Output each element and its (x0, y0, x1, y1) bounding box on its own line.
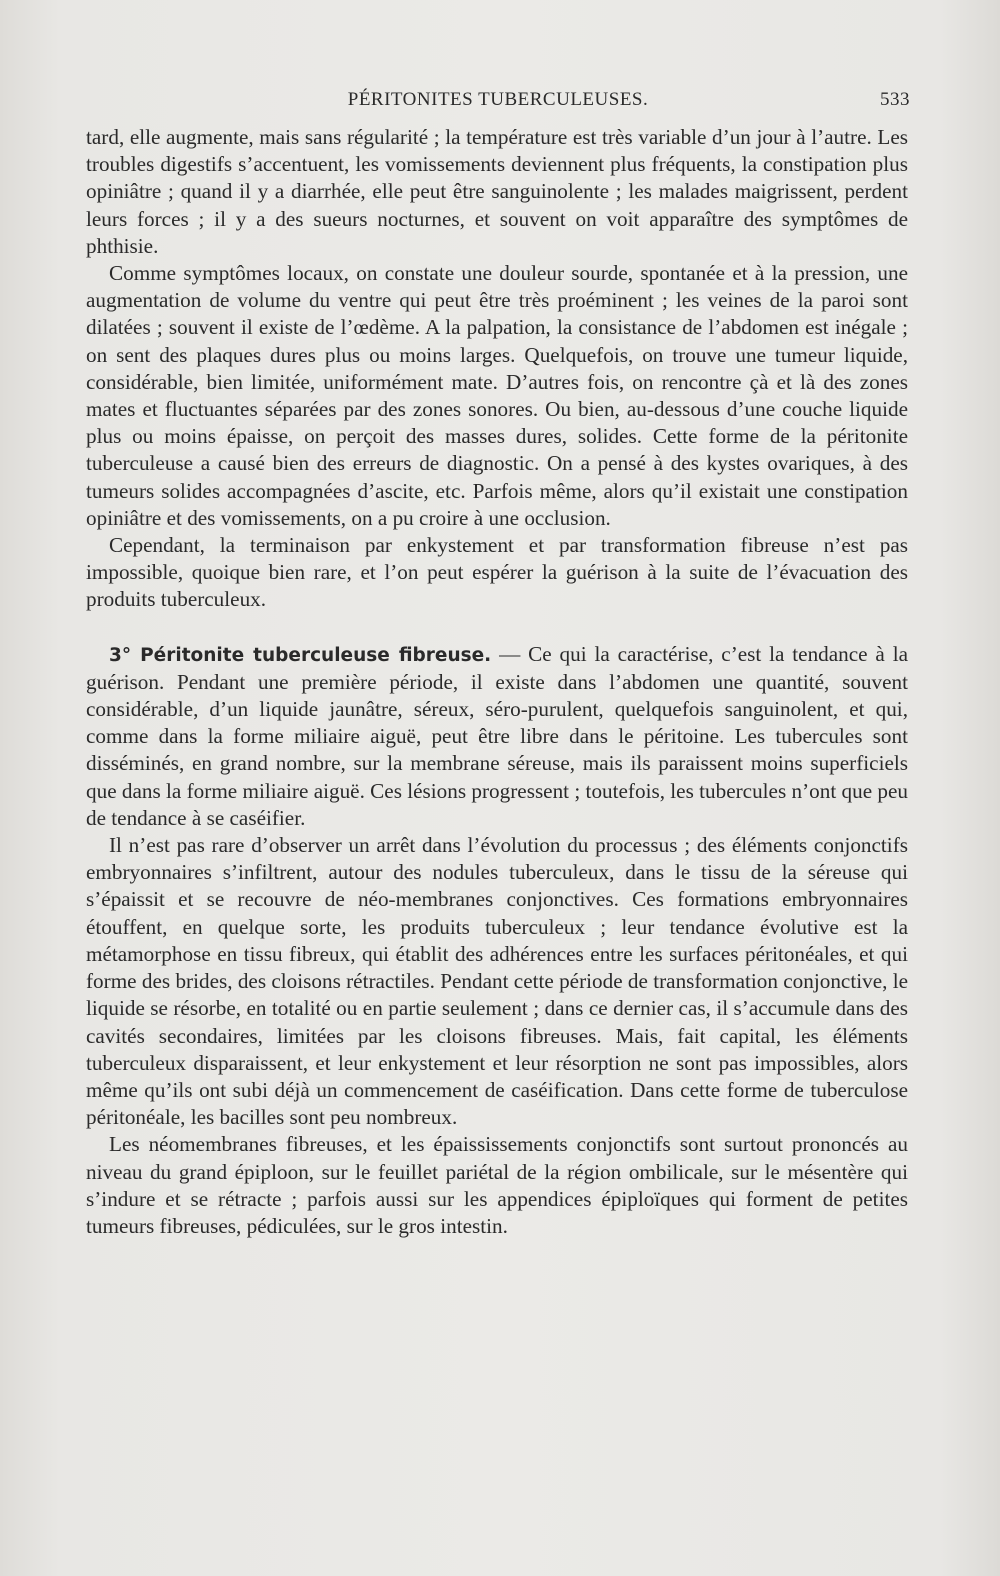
paragraph-fibrous-section (86, 641, 908, 832)
page-number: 533 (880, 89, 910, 110)
paragraph-text: — Ce qui la caractérise, c’est la tendance à la guérison. Pendant une première période, il existe dans l’abdomen une quantité, souvent considérable, d’un liquide jaunâtre, séreux, séro-purulent, quelquefois sanguinolent, et qui, comme dans la forme miliaire aiguë, peut être libre dans le péritoine. Les tubercules sont disséminés, en grand nombre, sur la membrane séreuse, mais ils paraissent moins superficiels que dans la forme miliaire aiguë. Ces lésions progressent ; toutefois, les tubercules n’ont que peu de tendance à se caséifier. (86, 641, 908, 830)
paragraph-text: Comme symptômes locaux, on constate une douleur sourde, spontanée et à la pression, une augmentation de volume du ventre qui peut être très proéminent ; les veines de la paroi sont dilatées ; souvent il existe de l’œdème. A la palpation, la consistance de l’abdomen est inégale ; on sent des plaques dures plus ou moins larges. Quelquefois, on trouve une tumeur liquide, considérable, bien limitée, uniformément mate. D’autres fois, on rencontre çà et là des zones mates et fluctuantes séparées par des zones sonores. Ou bien, au-dessous d’une couche liquide plus ou moins épaisse, on perçoit des masses dures, solides. Cette forme de la péritonite tuberculeuse a causé bien des erreurs de diagnostic. On a pensé à des kystes ovariques, à des tumeurs solides accompagnées d’ascite, etc. Parfois même, alors qu’il existait une constipation opiniâtre et des vomissements, on a pu croire à une occlusion. (86, 261, 908, 530)
running-header (86, 89, 910, 117)
running-title: PÉRITONITES TUBERCULEUSES. (347, 89, 649, 110)
paragraph-local-symptoms (86, 260, 908, 532)
body-text (86, 124, 908, 1240)
paragraph-text: Les néomembranes fibreuses, et les épaississements conjonctifs sont surtout prononcés au niveau du grand épiploon, sur le feuillet pariétal de la région ombilicale, sur le mésentère qui s’indure et se rétracte ; parfois aussi sur les appendices épiploïques qui forment de petites tumeurs fibreuses, pédiculées, sur le gros intestin. (86, 1132, 908, 1238)
paragraph-process-arrest (86, 832, 908, 1131)
paragraph-text: Il n’est pas rare d’observer un arrêt dans l’évolution du processus ; des éléments conjonctifs embryonnaires s’infiltrent, autour des nodules tuberculeux, dans le tissu de la séreuse qui s’épaissit et se recouvre de néo-membranes conjonctives. Ces formations embryonnaires étouffent, en quelque sorte, les produits tuberculeux ; leur tendance évolutive est la métamorphose en tissu fibreux, qui établit des adhérences entre les surfaces péritonéales, et qui forme des brides, des cloisons rétractiles. Pendant cette période de transformation conjonctive, le liquide se résorbe, en totalité ou en partie seulement ; dans ce dernier cas, il s’accumule dans des cavités secondaires, limitées par les cloisons fibreuses. Mais, fait capital, les éléments tuberculeux disparaissent, et leur enkystement et leur résorption ne sont pas impossibles, alors même qu’ils ont subi déjà un commencement de caséification. Dans cette forme de tuberculose péritonéale, les bacilles sont peu nombreux. (86, 833, 908, 1130)
paragraph-encystment (86, 532, 908, 614)
paragraph-text: tard, elle augmente, mais sans régularité ; la température est très variable d’un jour à l’autre. Les troubles digestifs s’accentuent, les vomissements deviennent plus fréquents, la constipation plus opiniâtre ; quand il y a diarrhée, elle peut être sanguinolente ; les malades maigrissent, perdent leurs forces ; il y a des sueurs nocturnes, et souvent on voit apparaître des symptômes de phthisie. (86, 125, 908, 258)
paragraph-continuation (86, 124, 908, 260)
paragraph-text: Cependant, la terminaison par enkystement et par transformation fibreuse n’est pas impossible, quoique bien rare, et l’on peut espérer la guérison à la suite de l’évacuation des produits tuberculeux. (86, 533, 908, 612)
paragraph-neomembranes (86, 1131, 908, 1240)
section-heading: 3° Péritonite tuberculeuse fibreuse. (109, 644, 492, 666)
